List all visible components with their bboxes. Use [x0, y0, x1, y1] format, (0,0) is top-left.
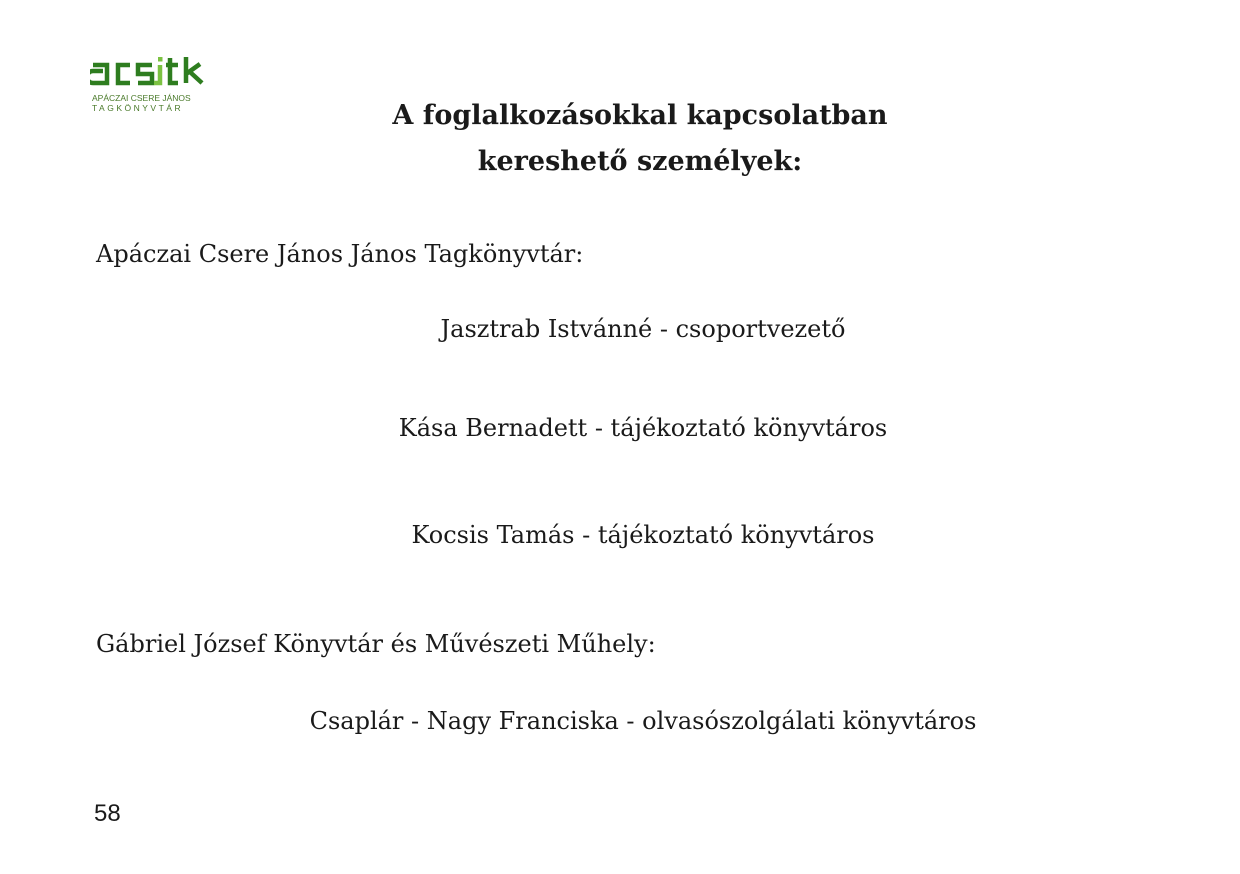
title-line-1: A foglalkozásokkal kapcsolatban	[392, 100, 888, 131]
title-line-2: kereshető személyek:	[477, 146, 803, 177]
library-logo	[90, 55, 220, 117]
acsjtk-logo-mark	[90, 55, 212, 87]
logo-subtitle-line1: APÁCZAI CSERE JÁNOS	[92, 93, 191, 103]
person-jasztrab: Jasztrab Istvánné - csoportvezető	[440, 315, 846, 343]
person-csaplar-nagy: Csaplár - Nagy Franciska - olvasószolgálati könyvtáros	[309, 707, 977, 735]
page-number: 58	[94, 800, 121, 827]
section-heading-gabriel: Gábriel József Könyvtár és Művészeti Műhely:	[96, 630, 656, 658]
page-title	[300, 93, 980, 185]
person-kocsis: Kocsis Tamás - tájékoztató könyvtáros	[411, 521, 875, 549]
person-kasa: Kása Bernadett - tájékoztató könyvtáros	[398, 414, 888, 442]
section-heading-apaczai: Apáczai Csere János János Tagkönyvtár:	[96, 240, 584, 268]
logo-subtitle-line2: TAGKÖNYVTÁR	[92, 103, 184, 113]
